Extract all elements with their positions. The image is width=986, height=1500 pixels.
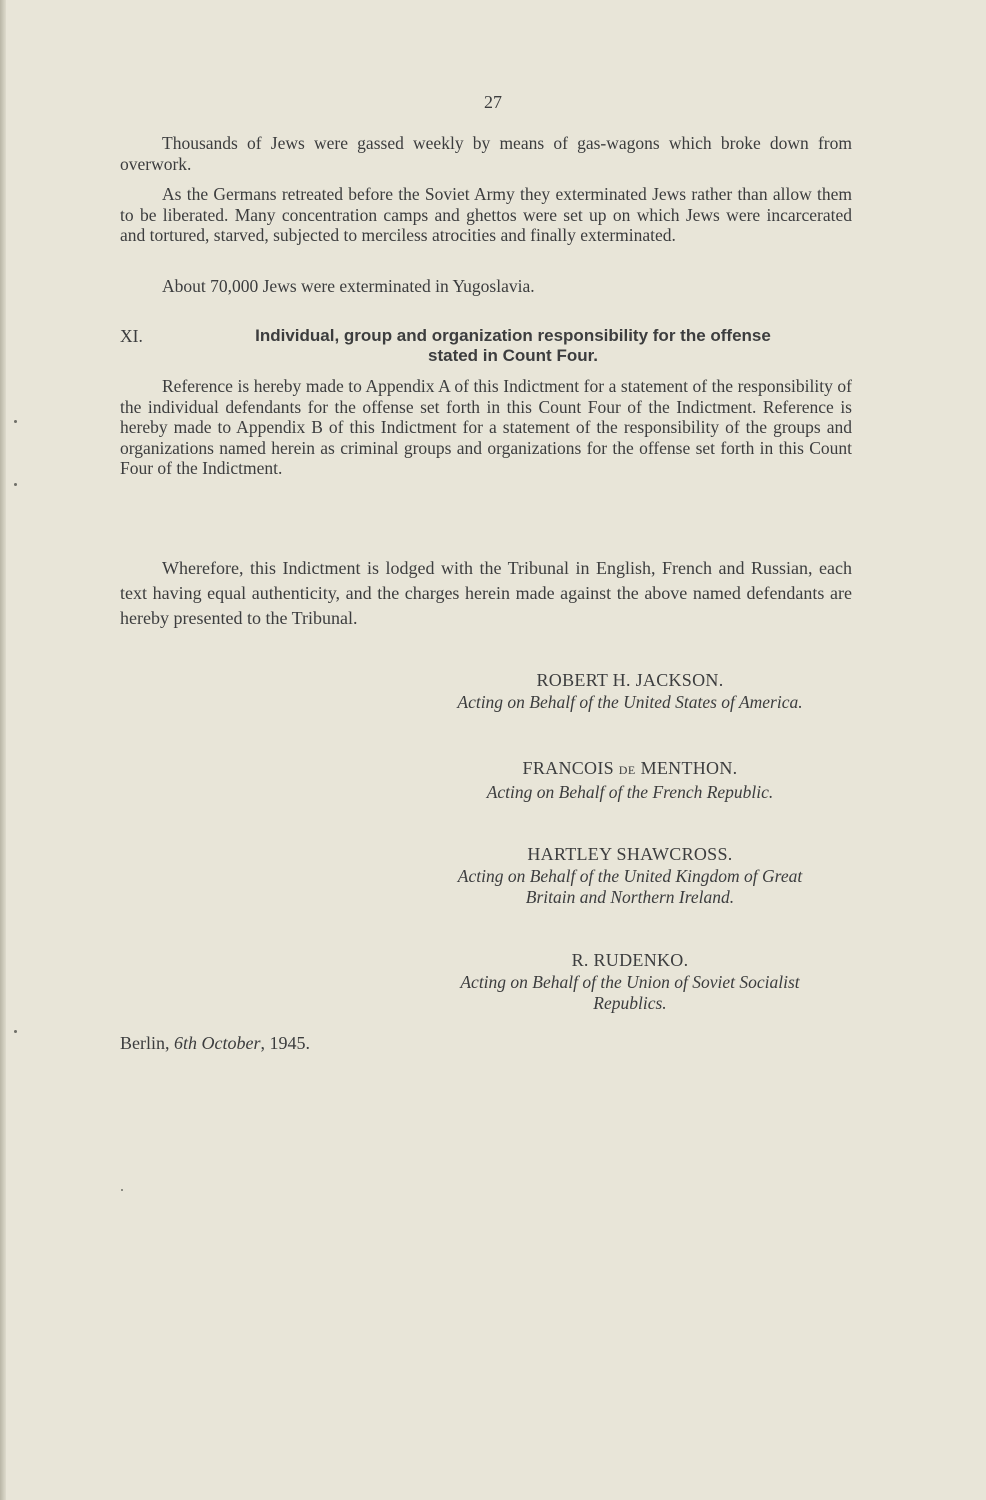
page-number: 27 [484, 92, 502, 112]
signature-block-usa [380, 668, 880, 713]
paragraph-text: Wherefore, this Indictment is lodged with the Tribunal in English, French and Russian, each text having equal authenticity, and the charges herein made against the above named defendants are hereby presented to the Tribunal. [120, 558, 852, 628]
signatory-role-continued: Republics. [593, 993, 667, 1013]
signatory-role-continued: Britain and Northern Ireland. [525, 887, 735, 907]
signature-block-uk [380, 842, 880, 908]
signature-block-france [380, 756, 880, 803]
signatory-name: R. RUDENKO. [571, 950, 689, 970]
signatory-name [380, 756, 880, 782]
place-and-date [120, 1033, 310, 1054]
paragraph-gas-wagons [120, 133, 852, 174]
signatory-role: Acting on Behalf of the Union of Soviet Socialist [460, 972, 800, 992]
section-number: XI. [120, 326, 143, 346]
name-part: MENTHON. [635, 758, 738, 778]
section-title-line-2: stated in Count Four. [428, 346, 598, 365]
signatory-name: ROBERT H. JACKSON. [536, 670, 724, 690]
signatory-role: Acting on Behalf of the United Kingdom of Great [457, 866, 803, 886]
paragraph-german-retreat [120, 184, 852, 246]
signatory-name: HARTLEY SHAWCROSS. [527, 844, 733, 864]
year: , 1945. [260, 1033, 310, 1053]
paragraph-text: About 70,000 Jews were exterminated in Yugoslavia. [162, 276, 535, 296]
paragraph-yugoslavia [120, 276, 852, 297]
name-part: FRANCOIS [522, 758, 619, 778]
name-particle: DE [618, 763, 636, 777]
place: Berlin, [120, 1033, 174, 1053]
section-heading [120, 326, 852, 366]
signatory-role: Acting on Behalf of the French Republic. [486, 782, 774, 802]
paragraph-text: Thousands of Jews were gassed weekly by means of gas-wagons which broke down from overwork. [120, 133, 852, 174]
paper-speck [14, 483, 17, 486]
section-title-line-1: Individual, group and organization responsibility for the offense [255, 326, 771, 345]
paragraph-text: As the Germans retreated before the Soviet Army they exterminated Jews rather than allow them to be liberated. Many concentration camps and ghettos were set up on which Jews were incarcerated and tortured, starved, subjected to merciless atrocities and finally exterminated. [120, 184, 852, 245]
signatory-role: Acting on Behalf of the United States of America. [457, 692, 803, 712]
paper-speck [121, 1189, 123, 1191]
paragraph-text: Reference is hereby made to Appendix A of this Indictment for a statement of the responsibility of the individual defendants for the offense set forth in this Count Four of the Indictment. Reference is hereby made to Appendix B of this Indictment for a statement of the responsibility of the groups and organizations named herein as criminal groups and organizations for the offense set forth in this Count Four of the Indictment. [120, 376, 852, 478]
paragraph-responsibility [120, 376, 852, 479]
paragraph-wherefore [120, 556, 852, 631]
paper-speck [14, 420, 17, 423]
binding-edge [0, 0, 6, 1500]
date: 6th October [174, 1033, 261, 1053]
paper-speck [14, 1030, 17, 1033]
signature-block-ussr [380, 948, 880, 1014]
